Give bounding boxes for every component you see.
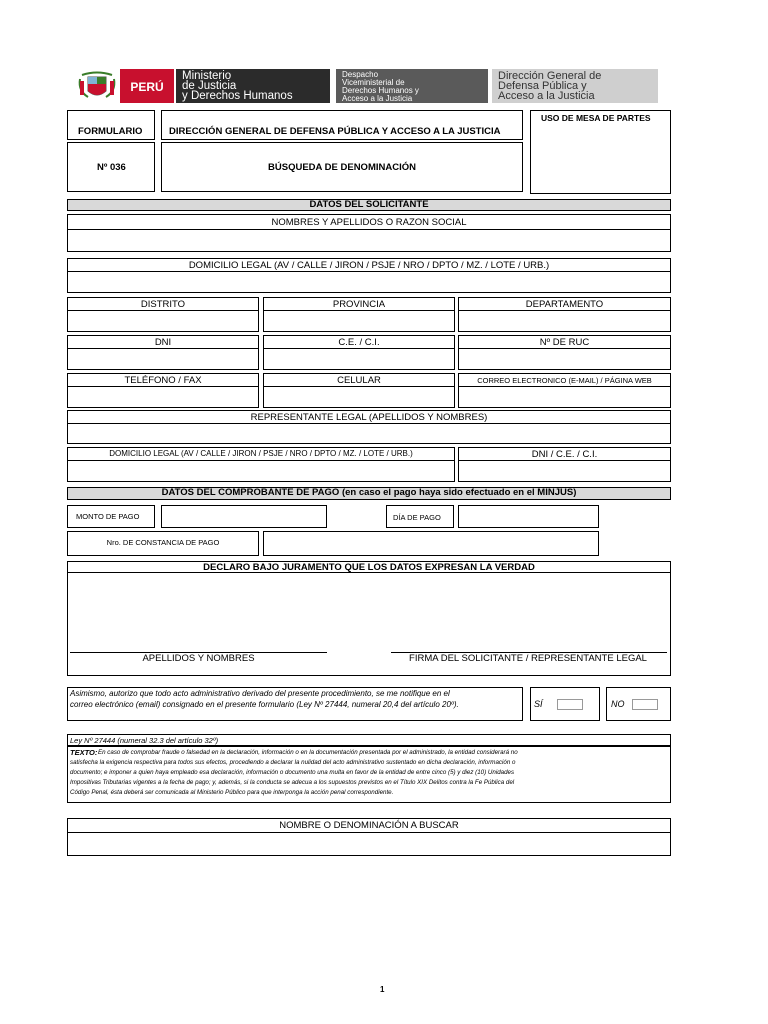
declaracion-box (67, 561, 671, 676)
constancia-label: Nro. DE CONSTANCIA DE PAGO (106, 538, 220, 547)
constancia-label-box (67, 531, 259, 556)
ministry-block (176, 69, 330, 103)
domicilio-rep-label: DOMICILIO LEGAL (AV / CALLE / JIRON / PSJE / NRO / DPTO / MZ. / LOTE / URB.) (109, 449, 413, 458)
form-number: Nº 036 (97, 162, 126, 173)
notificacion-box (67, 687, 523, 721)
direction-line-2: Defensa Pública y (498, 80, 587, 92)
vice-line-2: Viceministerial de (342, 78, 405, 87)
ministry-line-2: de Justicia (182, 80, 237, 92)
si-checkbox[interactable] (557, 699, 583, 710)
dni-field[interactable] (67, 335, 259, 370)
procedure-title: BÚSQUEDA DE DENOMINACIÓN (268, 162, 416, 173)
peru-label: PERÚ (130, 80, 164, 94)
vice-line-3: Derechos Humanos y (342, 86, 419, 95)
telefono-label: TELÉFONO / FAX (124, 375, 202, 386)
departamento-field[interactable] (458, 297, 671, 332)
domicilio-rep-field[interactable] (67, 447, 455, 482)
si-label: SÍ (534, 699, 543, 709)
si-option-box[interactable] (530, 687, 600, 721)
dia-input[interactable] (458, 505, 599, 528)
telefono-field[interactable] (67, 373, 259, 408)
ruc-label: Nº DE RUC (539, 337, 590, 348)
correo-label: CORREO ELECTRONICO (E-MAIL) / PÁGINA WEB (477, 376, 652, 385)
representante-field[interactable] (67, 410, 671, 444)
ce-label: C.E. / C.I. (338, 337, 380, 348)
ley-texto-label: TEXTO: (70, 748, 98, 757)
direction-block (492, 69, 658, 103)
dia-label: DÍA DE PAGO (393, 513, 441, 522)
page-number: 1 (380, 985, 385, 994)
ley-line-3: documento; e imponer a quien haya empleado esa declaración, información o documento una multa en favor de la entidad de entre cinco (5) y diez (10) Unidades (70, 769, 515, 776)
dni-rep-label: DNI / C.E. / C.I. (531, 449, 598, 460)
ley-texto-box (67, 746, 671, 803)
celular-label: CELULAR (337, 375, 381, 386)
notificacion-line-1: Asimismo, autorizo que todo acto administrativo derivado del presente procedimiento, se me notifique en el (70, 689, 450, 698)
apellidos-label: APELLIDOS Y NOMBRES (142, 653, 255, 664)
vice-line-4: Acceso a la Justicia (342, 94, 413, 103)
ley-ref-box (67, 734, 671, 746)
dni-rep-field[interactable] (458, 447, 671, 482)
mesa-partes-box[interactable] (530, 110, 671, 194)
representante-label: REPRESENTANTE LEGAL (APELLIDOS Y NOMBRES) (250, 412, 488, 423)
monto-label: MONTO DE PAGO (76, 512, 140, 521)
formulario-box (67, 110, 155, 140)
ruc-field[interactable] (458, 335, 671, 370)
departamento-label: DEPARTAMENTO (525, 299, 604, 310)
vice-line-1: Despacho (342, 70, 379, 79)
ley-line-4: Impositivas Tributarias vigentes a la fecha de pago; y, además, si la conducta se adecua a los supuestos previstos en el Título XIX Delitos contra la Fe Pública del (70, 779, 515, 786)
celular-field[interactable] (263, 373, 455, 408)
direction-title-box (161, 110, 523, 140)
firma-label: FIRMA DEL SOLICITANTE / REPRESENTANTE LEGAL (409, 653, 647, 664)
dia-label-box (386, 505, 454, 528)
domicilio-label: DOMICILIO LEGAL (AV / CALLE / JIRON / PSJE / NRO / DPTO / MZ. / LOTE / URB.) (188, 260, 550, 271)
firma-area[interactable] (68, 573, 670, 653)
solicitante-section-title: DATOS DEL SOLICITANTE (67, 199, 671, 211)
mesa-partes-label: USO DE MESA DE PARTES (541, 113, 651, 123)
monto-input[interactable] (161, 505, 327, 528)
ministry-line-3: y Derechos Humanos (182, 90, 293, 102)
direction-line-3: Acceso a la Justicia (498, 90, 595, 102)
constancia-input[interactable] (263, 531, 599, 556)
no-label: NO (611, 699, 625, 709)
pago-section-title: DATOS DEL COMPROBANTE DE PAGO (en caso el pago haya sido efectuado en el MINJUS) (67, 487, 671, 500)
correo-field[interactable] (458, 373, 671, 408)
vice-ministry-block (336, 69, 488, 103)
monto-label-box (67, 505, 155, 528)
ley-line-2: satisfecha la exigencia respectiva para todos sus efectos, procediendo a declarar la nulidad del acto administrativo sustentado en dicha declaración, información o (70, 759, 516, 766)
formulario-label: FORMULARIO (78, 126, 143, 137)
no-option-box[interactable] (606, 687, 671, 721)
peru-badge (120, 69, 174, 103)
busqueda-label: NOMBRE O DENOMINACIÓN A BUSCAR (279, 820, 459, 831)
procedure-box (161, 142, 523, 192)
notificacion-line-2: correo electrónico (email) consignado en el presente formulario (Ley Nº 27444, numeral 20,4 del artículo 20º). (70, 700, 459, 709)
direction-line-1: Dirección General de (498, 70, 602, 82)
distrito-label: DISTRITO (140, 299, 186, 310)
busqueda-field[interactable] (67, 818, 671, 856)
provincia-field[interactable] (263, 297, 455, 332)
declaracion-title: DECLARO BAJO JURAMENTO QUE LOS DATOS EXPRESAN LA VERDAD (203, 562, 535, 573)
ley-line-1: En caso de comprobar fraude o falsedad en la declaración, información o en la documentación presentada por el administrado, la entidad considerará no (98, 749, 518, 756)
ministry-line-1: Ministerio (182, 70, 232, 82)
ley-line-5: Código Penal, ésta deberá ser comunicada al Ministerio Público para que interponga la acción penal correspondiente. (70, 789, 394, 796)
dni-label: DNI (154, 337, 172, 348)
coat-of-arms-icon (76, 69, 118, 103)
direction-title: DIRECCIÓN GENERAL DE DEFENSA PÚBLICA Y ACCESO A LA JUSTICIA (169, 126, 501, 137)
distrito-field[interactable] (67, 297, 259, 332)
domicilio-field[interactable] (67, 258, 671, 293)
provincia-label: PROVINCIA (332, 299, 386, 310)
ce-field[interactable] (263, 335, 455, 370)
nombres-field[interactable] (67, 214, 671, 252)
ley-ref: Ley Nº 27444 (numeral 32.3 del artículo 32º) (70, 736, 219, 745)
number-box (67, 142, 155, 192)
no-checkbox[interactable] (632, 699, 658, 710)
header-logo (74, 69, 658, 103)
nombres-label: NOMBRES Y APELLIDOS O RAZON SOCIAL (271, 217, 467, 228)
